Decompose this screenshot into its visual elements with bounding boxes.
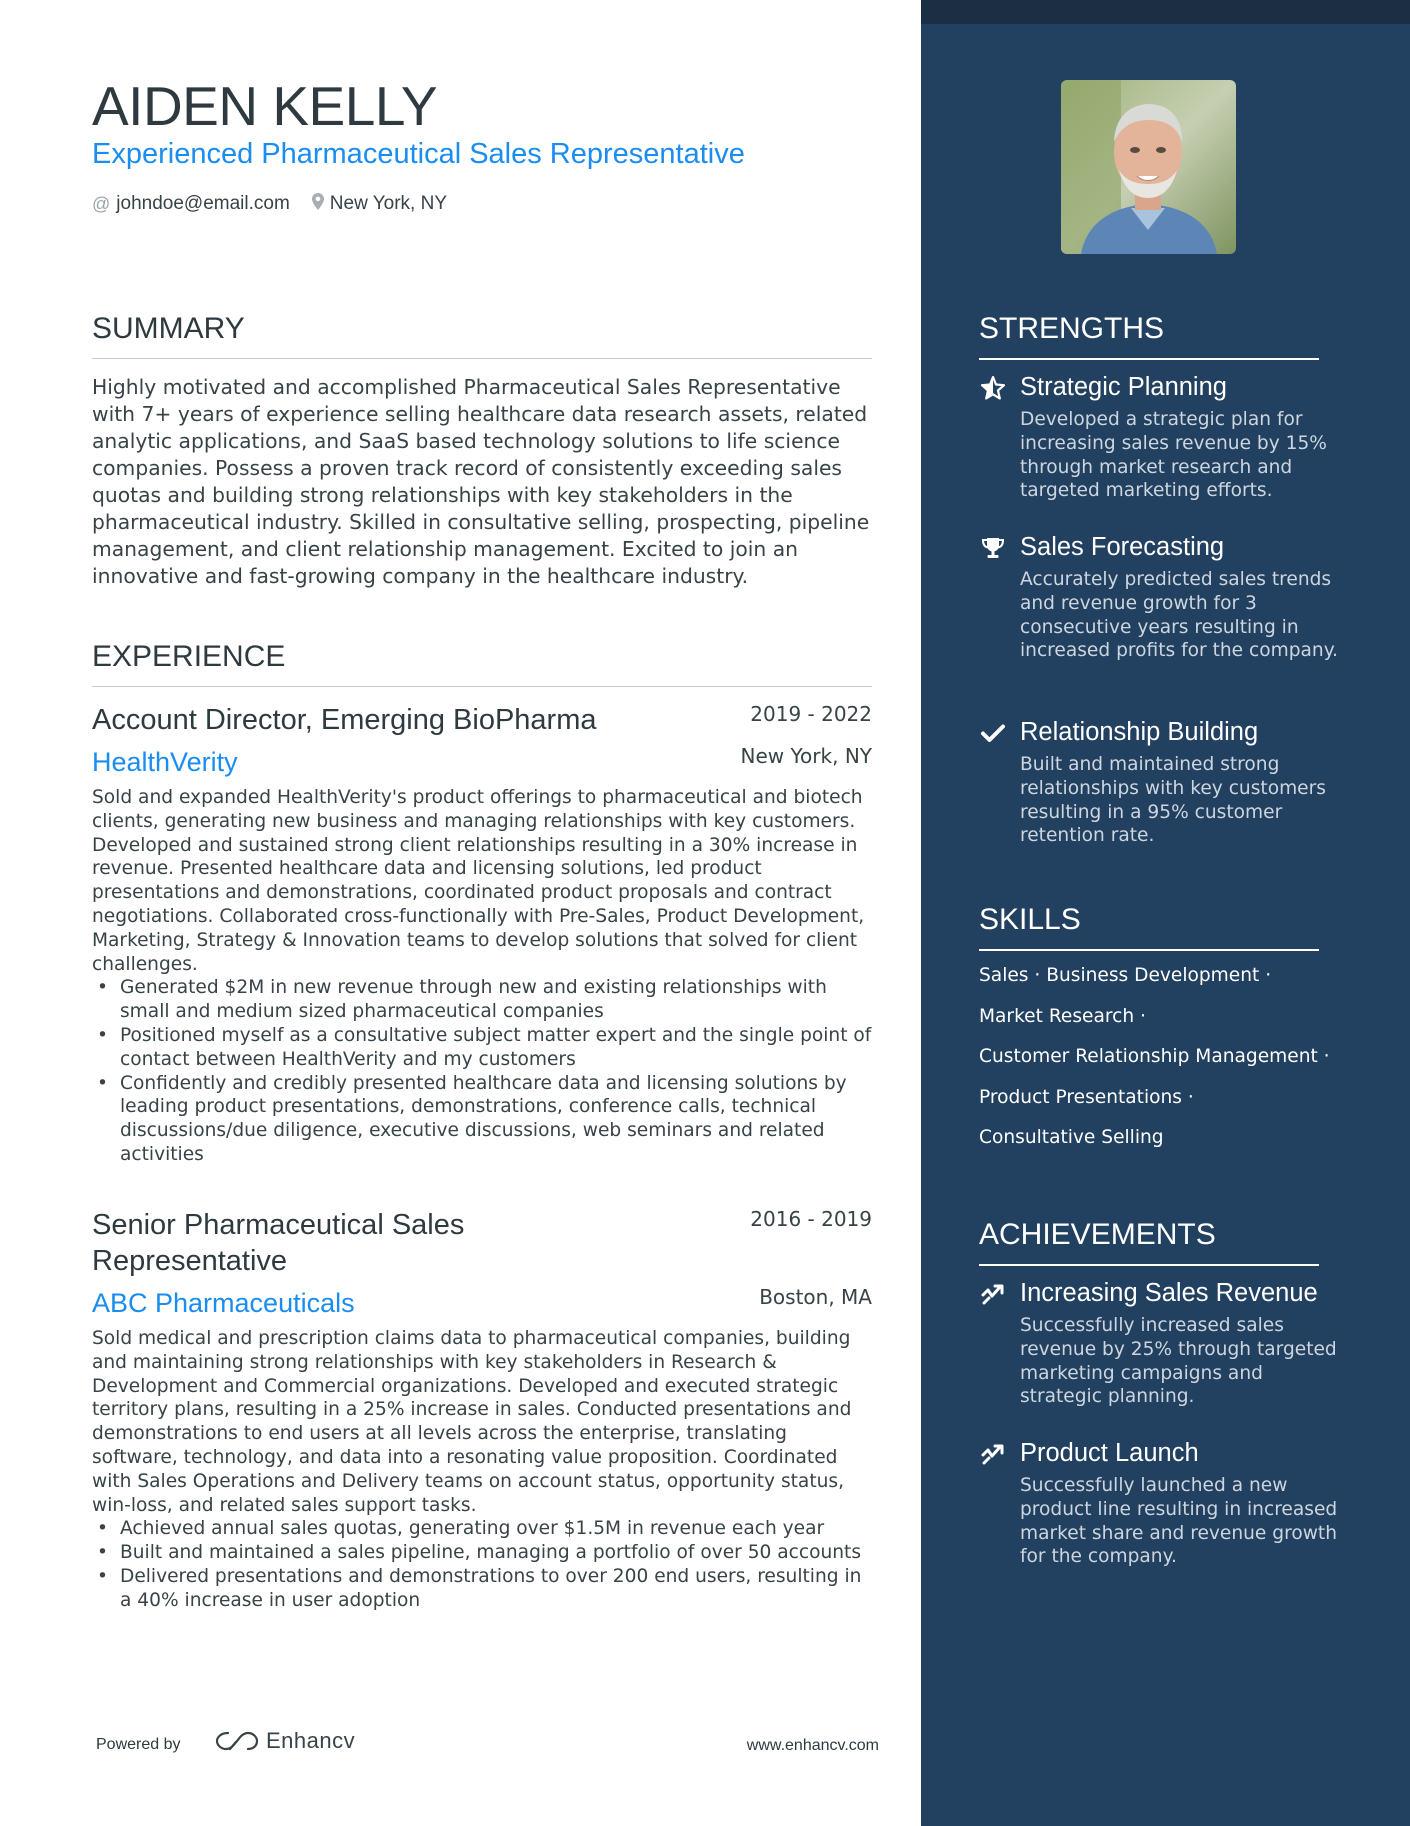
job-bullet: • Confidently and credibly presented healthcare data and licensing solutions by leading product presentations, demonstrations, conference calls, technical discussions/due diligence, executive discussions, web seminars and related activities <box>92 1072 872 1167</box>
strength-description: Developed a strategic plan for increasing sales revenue by 15% through market research and targeted marketing efforts. <box>1020 409 1327 502</box>
strength-title: Sales Forecasting <box>1020 533 1225 561</box>
job-bullets <box>92 1517 872 1612</box>
skill-line: Sales · Business Development · <box>979 965 1272 986</box>
email-contact[interactable] <box>92 193 290 215</box>
strength-item <box>979 718 1339 848</box>
job-location: New York, NY <box>740 744 872 768</box>
job-bullet: • Built and maintained a sales pipeline, managing a portfolio of over 50 accounts <box>92 1541 872 1565</box>
job-bullet: • Delivered presentations and demonstrations to over 200 end users, resulting in a 40% increase in user adoption <box>92 1565 872 1613</box>
experience-entry <box>92 702 872 1167</box>
experience-entry <box>92 1207 872 1613</box>
skill-line: Customer Relationship Management · <box>979 1046 1330 1067</box>
job-bullet: • Achieved annual sales quotas, generating over $1.5M in revenue each year <box>92 1517 872 1541</box>
trophy-icon <box>979 534 1007 562</box>
job-description: Sold and expanded HealthVerity's product offerings to pharmaceutical and biotech clients, generating new business and managing relationships with key customers. Developed and sustained strong client relationships resulting in a 30% increase in revenue. Presented healthcare data and licensing solutions, led product presentations and demonstrations, coordinated product proposals and contract negotiations. Collaborated cross-functionally with Pre-Sales, Product Development, Marketing, Strategy & Innovation teams to develop solutions that solved for client challenges. <box>92 787 865 975</box>
strength-description: Built and maintained strong relationships with key customers resulting in a 95% customer retention rate. <box>1020 754 1326 847</box>
profile-photo-image <box>1061 80 1236 254</box>
job-description: Sold medical and prescription claims data to pharmaceutical companies, building and maintaining strong relationships with key stakeholders in Research & Development and Commercial organizations. Developed and executed strategic territory plans, resulting in a 25% increase in sales. Conducted presentations and demonstrations to end users at all levels across the enterprise, translating software, technology, and data into a resonating value proposition. Coordinated with Sales Operations and Delivery teams on account status, opportunity status, win-loss, and related sales support tasks. <box>92 1328 852 1516</box>
profile-photo <box>1061 80 1236 254</box>
job-bullets <box>92 976 872 1166</box>
skill-line: Consultative Selling <box>979 1127 1164 1148</box>
achievements-heading: ACHIEVEMENTS <box>979 1218 1319 1266</box>
summary-text: Highly motivated and accomplished Pharmaceutical Sales Representative with 7+ years of experience selling healthcare data research assets, related analytic applications, and SaaS based technology solutions to life science companies. Possess a proven track record of consistently exceeding sales quotas and building strong relationships with key stakeholders in the pharmaceutical industry. Skilled in consultative selling, prospecting, pipeline management, and client relationship management. Excited to join an innovative and fast-growing company in the healthcare industry. <box>92 375 870 588</box>
job-bullet: • Generated $2M in new revenue through new and existing relationships with small and medium sized pharmaceutical companies <box>92 976 872 1024</box>
experience-heading: EXPERIENCE <box>92 640 872 687</box>
at-icon: @ <box>92 193 111 214</box>
achievement-title: Increasing Sales Revenue <box>1020 1279 1318 1307</box>
strength-title: Relationship Building <box>1020 718 1259 746</box>
skills-heading: SKILLS <box>979 903 1319 951</box>
achievement-description: Successfully launched a new product line resulting in increased market share and revenue growth for the company. <box>1020 1475 1338 1568</box>
achievement-item <box>979 1439 1339 1569</box>
candidate-headline: Experienced Pharmaceutical Sales Representative <box>92 138 745 170</box>
growth-arrow-icon <box>979 1440 1007 1468</box>
job-dates: 2016 - 2019 <box>750 1207 872 1231</box>
job-title: Senior Pharmaceutical Sales Representative <box>92 1209 465 1277</box>
job-title: Account Director, Emerging BioPharma <box>92 704 597 736</box>
achievement-item <box>979 1279 1339 1409</box>
job-location: Boston, MA <box>759 1285 872 1309</box>
check-icon <box>979 719 1007 747</box>
skills-list <box>979 964 1379 1167</box>
footer <box>96 1728 879 1762</box>
job-company[interactable]: ABC Pharmaceuticals <box>92 1288 355 1318</box>
email-text: johndoe@email.com <box>116 193 290 214</box>
location-text: New York, NY <box>329 193 448 214</box>
powered-by-label: Powered by <box>96 1736 181 1753</box>
skill-line: Market Research · <box>979 1005 1146 1027</box>
job-company[interactable]: HealthVerity <box>92 747 238 777</box>
strength-item <box>979 533 1339 663</box>
candidate-name: AIDEN KELLY <box>92 75 438 137</box>
strengths-heading: STRENGTHS <box>979 312 1319 360</box>
growth-arrow-icon <box>979 1280 1007 1308</box>
sidebar <box>921 0 1410 1826</box>
job-bullet: • Positioned myself as a consultative subject matter expert and the single point of contact between HealthVerity and my customers <box>92 1024 872 1072</box>
enhancv-logo-text: Enhancv <box>266 1728 356 1753</box>
star-icon <box>979 374 1007 402</box>
job-dates: 2019 - 2022 <box>750 702 872 726</box>
achievement-title: Product Launch <box>1020 1439 1199 1467</box>
achievement-description: Successfully increased sales revenue by 25% through targeted marketing campaigns and strategic planning. <box>1020 1315 1337 1408</box>
strength-title: Strategic Planning <box>1020 373 1227 401</box>
location-pin-icon <box>312 193 324 215</box>
contact-info <box>92 193 469 215</box>
sidebar-top-bar <box>921 0 1410 24</box>
skill-line: Product Presentations · <box>979 1086 1194 1108</box>
enhancv-logo[interactable] <box>214 1728 355 1754</box>
strength-item <box>979 373 1339 503</box>
strength-description: Accurately predicted sales trends and revenue growth for 3 consecutive years resulting in increased profits for the company. <box>1020 569 1338 662</box>
enhancv-logo-icon <box>214 1728 260 1754</box>
location-contact <box>312 193 447 215</box>
website-link[interactable]: www.enhancv.com <box>746 1737 879 1754</box>
summary-heading: SUMMARY <box>92 312 872 359</box>
